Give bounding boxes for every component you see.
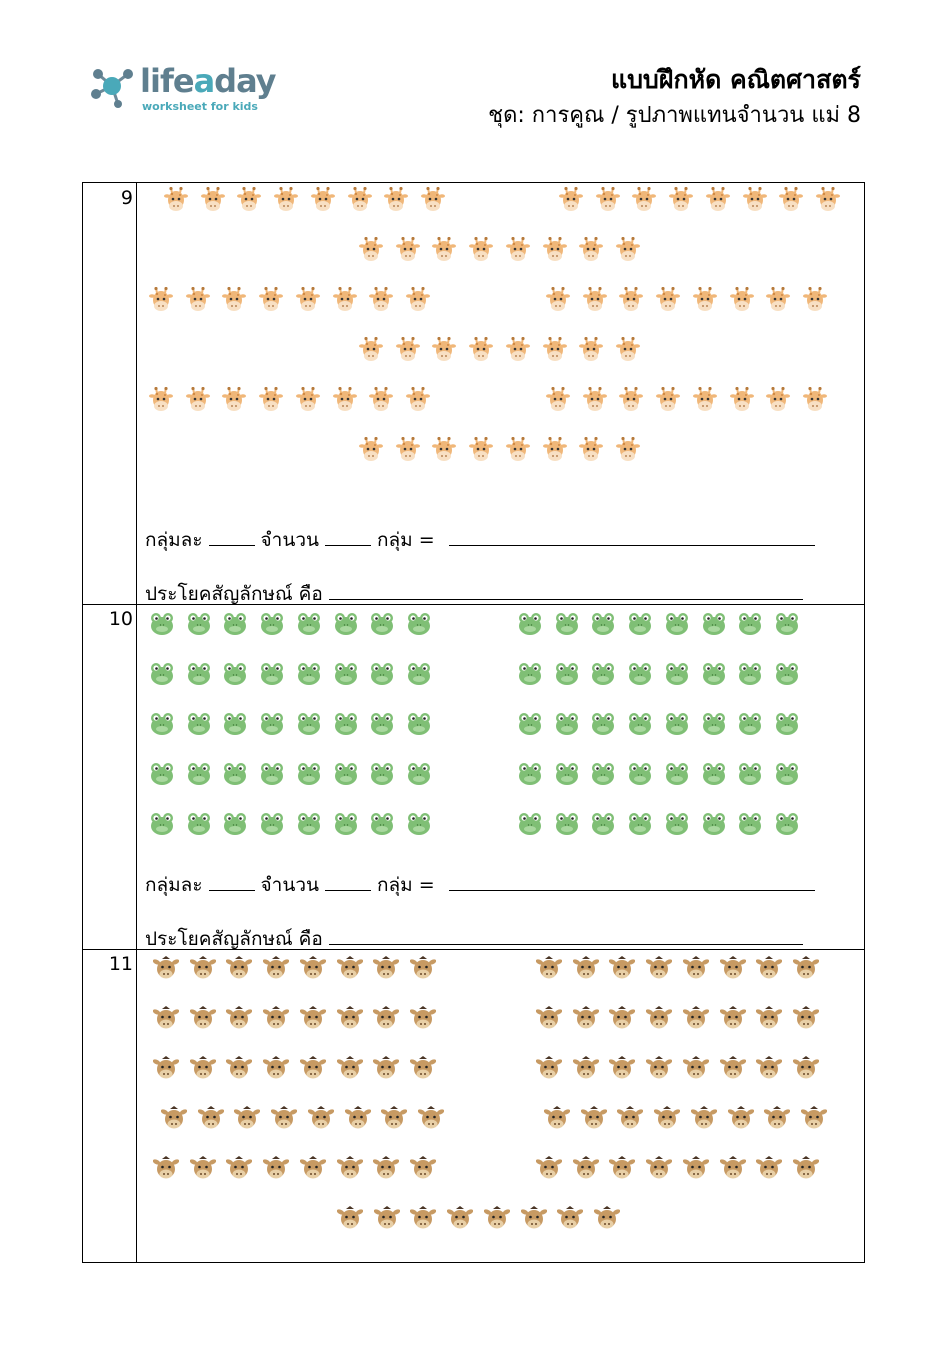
donkey-icon	[573, 1056, 599, 1082]
donkey-icon	[581, 1106, 607, 1132]
donkey-icon	[536, 956, 562, 982]
frog-icon	[259, 811, 285, 837]
per-group-label: กลุ่มละ	[145, 874, 203, 896]
giraffe-icon	[332, 387, 358, 413]
frog-icon	[296, 711, 322, 737]
donkey-icon	[271, 1106, 297, 1132]
donkey-icon	[373, 1056, 399, 1082]
giraffe-icon	[395, 437, 421, 463]
donkey-icon	[683, 956, 709, 982]
donkey-icon	[190, 1056, 216, 1082]
giraffe-icon	[729, 387, 755, 413]
frog-icon	[369, 761, 395, 787]
giraffe-icon	[542, 437, 568, 463]
frog-icon	[186, 611, 212, 637]
donkey-icon	[373, 956, 399, 982]
frog-icon	[222, 611, 248, 637]
frog-icon	[590, 811, 616, 837]
frog-icon	[369, 661, 395, 687]
donkey-icon	[536, 1006, 562, 1032]
giraffe-icon	[468, 337, 494, 363]
frog-icon	[554, 611, 580, 637]
count-label: จำนวน	[260, 529, 319, 551]
giraffe-icon	[185, 287, 211, 313]
frog-icon	[774, 611, 800, 637]
giraffe-icon	[200, 187, 226, 213]
donkey-icon	[720, 1006, 746, 1032]
giraffe-icon	[505, 337, 531, 363]
donkey-icon	[263, 1006, 289, 1032]
donkey-icon	[337, 1006, 363, 1032]
frog-icon	[627, 711, 653, 737]
frog-icon	[664, 761, 690, 787]
frog-icon	[737, 611, 763, 637]
donkey-icon	[756, 1056, 782, 1082]
donkey-icon	[345, 1106, 371, 1132]
donkey-icon	[646, 1006, 672, 1032]
frog-icon	[406, 611, 432, 637]
frog-icon	[186, 811, 212, 837]
frog-icon	[701, 661, 727, 687]
frog-icon	[737, 711, 763, 737]
giraffe-icon	[295, 287, 321, 313]
donkey-icon	[190, 1156, 216, 1182]
donkey-icon	[521, 1206, 547, 1232]
worksheet-table	[82, 182, 865, 1263]
frog-icon	[664, 811, 690, 837]
donkey-icon	[153, 1006, 179, 1032]
giraffe-icon	[468, 437, 494, 463]
giraffe-icon	[368, 287, 394, 313]
answer-line-multiplication	[145, 525, 821, 555]
lifeaday-logo	[88, 60, 288, 116]
donkey-icon	[728, 1106, 754, 1132]
sentence-label: ประโยคสัญลักษณ์ คือ	[145, 928, 323, 950]
frog-icon	[554, 711, 580, 737]
donkey-icon	[410, 1006, 436, 1032]
giraffe-icon	[615, 437, 641, 463]
donkey-icon	[720, 956, 746, 982]
sentence-answer-blank[interactable]	[329, 943, 803, 945]
giraffe-icon	[505, 237, 531, 263]
donkey-icon	[801, 1106, 827, 1132]
giraffe-icon	[258, 387, 284, 413]
frog-icon	[149, 611, 175, 637]
donkey-icon	[373, 1156, 399, 1182]
product-answer-blank[interactable]	[449, 889, 815, 891]
donkey-icon	[300, 1006, 326, 1032]
giraffe-icon	[582, 287, 608, 313]
frog-icon	[222, 661, 248, 687]
giraffe-icon	[578, 237, 604, 263]
giraffe-icon	[778, 187, 804, 213]
logo-tagline: worksheet for kids	[142, 100, 258, 113]
giraffe-icon	[358, 337, 384, 363]
donkey-icon	[447, 1206, 473, 1232]
giraffe-icon	[468, 237, 494, 263]
donkey-icon	[161, 1106, 187, 1132]
donkey-icon	[418, 1106, 444, 1132]
giraffe-icon	[236, 187, 262, 213]
donkey-icon	[536, 1056, 562, 1082]
giraffe-icon	[431, 337, 457, 363]
donkey-icon	[410, 1206, 436, 1232]
frog-icon	[517, 611, 543, 637]
giraffe-icon	[802, 287, 828, 313]
giraffe-icon	[185, 387, 211, 413]
donkey-icon	[544, 1106, 570, 1132]
donkey-icon	[756, 1156, 782, 1182]
giraffe-icon	[295, 387, 321, 413]
donkey-icon	[683, 1156, 709, 1182]
giraffe-icon	[542, 237, 568, 263]
frog-icon	[517, 661, 543, 687]
giraffe-icon	[615, 337, 641, 363]
donkey-icon	[410, 956, 436, 982]
frog-icon	[701, 711, 727, 737]
donkey-icon	[557, 1206, 583, 1232]
logo-wordmark: lifeaday	[140, 62, 276, 100]
frog-icon	[554, 761, 580, 787]
frog-icon	[296, 661, 322, 687]
donkey-icon	[683, 1006, 709, 1032]
giraffe-icon	[358, 437, 384, 463]
frog-icon	[774, 661, 800, 687]
giraffe-icon	[221, 387, 247, 413]
frog-icon	[737, 811, 763, 837]
frog-icon	[296, 811, 322, 837]
donkey-icon	[190, 1006, 216, 1032]
giraffe-icon	[558, 187, 584, 213]
donkey-icon	[410, 1056, 436, 1082]
donkey-icon	[337, 956, 363, 982]
answer-line-multiplication	[145, 870, 821, 900]
frog-icon	[149, 811, 175, 837]
giraffe-icon	[655, 287, 681, 313]
donkey-icon	[300, 1056, 326, 1082]
giraffe-icon	[542, 337, 568, 363]
giraffe-icon	[692, 387, 718, 413]
giraffe-icon	[578, 337, 604, 363]
frog-icon	[406, 711, 432, 737]
donkey-icon	[234, 1106, 260, 1132]
sentence-answer-blank[interactable]	[329, 598, 803, 600]
product-answer-blank[interactable]	[449, 544, 815, 546]
giraffe-icon	[618, 387, 644, 413]
giraffe-icon	[505, 437, 531, 463]
giraffe-icon	[148, 387, 174, 413]
frog-icon	[333, 711, 359, 737]
worksheet-subtitle: ชุด: การคูณ / รูปภาพแทนจำนวน แม่ 8	[488, 103, 861, 128]
donkey-icon	[646, 956, 672, 982]
donkey-icon	[646, 1056, 672, 1082]
frog-icon	[149, 761, 175, 787]
answer-line-sentence	[145, 924, 809, 954]
donkey-icon	[263, 956, 289, 982]
frog-icon	[259, 661, 285, 687]
groups-label: กลุ่ม =	[376, 874, 435, 896]
frog-icon	[774, 711, 800, 737]
frog-icon	[259, 711, 285, 737]
donkey-icon	[793, 1056, 819, 1082]
donkey-icon	[646, 1156, 672, 1182]
frog-icon	[517, 711, 543, 737]
frog-icon	[627, 761, 653, 787]
giraffe-icon	[273, 187, 299, 213]
donkey-icon	[484, 1206, 510, 1232]
frog-icon	[517, 761, 543, 787]
donkey-icon	[793, 1006, 819, 1032]
group-count-blank[interactable]	[325, 889, 371, 891]
giraffe-icon	[765, 287, 791, 313]
frog-icon	[774, 811, 800, 837]
giraffe-icon	[405, 287, 431, 313]
frog-icon	[333, 661, 359, 687]
frog-icon	[590, 761, 616, 787]
question-number: 11	[108, 953, 133, 975]
donkey-icon	[720, 1156, 746, 1182]
donkey-icon	[756, 1006, 782, 1032]
giraffe-icon	[545, 287, 571, 313]
donkey-icon	[263, 1156, 289, 1182]
frog-icon	[222, 711, 248, 737]
frog-icon	[186, 711, 212, 737]
donkey-icon	[609, 1056, 635, 1082]
frog-icon	[554, 811, 580, 837]
donkey-icon	[226, 1006, 252, 1032]
frog-icon	[222, 761, 248, 787]
question-number: 9	[120, 187, 133, 209]
frog-icon	[737, 661, 763, 687]
giraffe-icon	[332, 287, 358, 313]
frog-icon	[664, 611, 690, 637]
frog-icon	[149, 661, 175, 687]
donkey-icon	[573, 1006, 599, 1032]
donkey-icon	[153, 956, 179, 982]
giraffe-icon	[618, 287, 644, 313]
giraffe-icon	[578, 437, 604, 463]
frog-icon	[259, 761, 285, 787]
answer-line-sentence	[145, 579, 809, 609]
frog-icon	[590, 661, 616, 687]
groups-label: กลุ่ม =	[376, 529, 435, 551]
giraffe-icon	[582, 387, 608, 413]
frog-icon	[369, 811, 395, 837]
per-group-blank[interactable]	[209, 544, 255, 546]
group-count-blank[interactable]	[325, 544, 371, 546]
frog-icon	[406, 761, 432, 787]
donkey-icon	[374, 1206, 400, 1232]
frog-icon	[737, 761, 763, 787]
donkey-icon	[337, 1156, 363, 1182]
donkey-icon	[153, 1056, 179, 1082]
giraffe-icon	[431, 237, 457, 263]
per-group-blank[interactable]	[209, 889, 255, 891]
donkey-icon	[609, 956, 635, 982]
frog-icon	[627, 661, 653, 687]
frog-icon	[701, 811, 727, 837]
frog-icon	[222, 811, 248, 837]
giraffe-icon	[163, 187, 189, 213]
frog-icon	[664, 661, 690, 687]
donkey-icon	[654, 1106, 680, 1132]
frog-icon	[186, 661, 212, 687]
donkey-icon	[226, 1056, 252, 1082]
frog-icon	[774, 761, 800, 787]
giraffe-icon	[705, 187, 731, 213]
donkey-icon	[263, 1056, 289, 1082]
giraffe-icon	[258, 287, 284, 313]
frog-icon	[369, 611, 395, 637]
donkey-icon	[226, 956, 252, 982]
donkey-icon	[573, 956, 599, 982]
giraffe-icon	[545, 387, 571, 413]
giraffe-icon	[631, 187, 657, 213]
question-number: 10	[108, 608, 133, 630]
donkey-icon	[337, 1206, 363, 1232]
number-column-divider	[136, 183, 137, 1262]
donkey-icon	[190, 956, 216, 982]
giraffe-icon	[395, 337, 421, 363]
giraffe-icon	[655, 387, 681, 413]
giraffe-icon	[765, 387, 791, 413]
frog-icon	[701, 611, 727, 637]
giraffe-icon	[802, 387, 828, 413]
giraffe-icon	[148, 287, 174, 313]
giraffe-icon	[395, 237, 421, 263]
giraffe-icon	[815, 187, 841, 213]
giraffe-icon	[405, 387, 431, 413]
frog-icon	[369, 711, 395, 737]
donkey-icon	[373, 1006, 399, 1032]
giraffe-icon	[221, 287, 247, 313]
frog-icon	[627, 611, 653, 637]
donkey-icon	[609, 1156, 635, 1182]
frog-icon	[333, 761, 359, 787]
per-group-label: กลุ่มละ	[145, 529, 203, 551]
frog-icon	[406, 811, 432, 837]
worksheet-title: แบบฝึกหัด คณิตศาสตร์	[610, 65, 861, 94]
donkey-icon	[410, 1156, 436, 1182]
giraffe-icon	[420, 187, 446, 213]
donkey-icon	[153, 1156, 179, 1182]
donkey-icon	[308, 1106, 334, 1132]
donkey-icon	[683, 1056, 709, 1082]
donkey-icon	[764, 1106, 790, 1132]
donkey-icon	[691, 1106, 717, 1132]
sentence-label: ประโยคสัญลักษณ์ คือ	[145, 583, 323, 605]
frog-icon	[259, 611, 285, 637]
count-label: จำนวน	[260, 874, 319, 896]
giraffe-icon	[347, 187, 373, 213]
frog-icon	[149, 711, 175, 737]
frog-icon	[590, 711, 616, 737]
frog-icon	[406, 661, 432, 687]
giraffe-icon	[729, 287, 755, 313]
donkey-icon	[609, 1006, 635, 1032]
frog-icon	[554, 661, 580, 687]
giraffe-icon	[668, 187, 694, 213]
frog-icon	[517, 811, 543, 837]
giraffe-icon	[358, 237, 384, 263]
donkey-icon	[793, 956, 819, 982]
frog-icon	[296, 611, 322, 637]
donkey-icon	[617, 1106, 643, 1132]
frog-icon	[186, 761, 212, 787]
donkey-icon	[381, 1106, 407, 1132]
donkey-icon	[226, 1156, 252, 1182]
giraffe-icon	[615, 237, 641, 263]
donkey-icon	[337, 1056, 363, 1082]
frog-icon	[333, 611, 359, 637]
frog-icon	[627, 811, 653, 837]
giraffe-icon	[310, 187, 336, 213]
donkey-icon	[573, 1156, 599, 1182]
giraffe-icon	[368, 387, 394, 413]
donkey-icon	[300, 956, 326, 982]
frog-icon	[333, 811, 359, 837]
donkey-icon	[594, 1206, 620, 1232]
frog-icon	[296, 761, 322, 787]
giraffe-icon	[692, 287, 718, 313]
giraffe-icon	[595, 187, 621, 213]
frog-icon	[590, 611, 616, 637]
donkey-icon	[536, 1156, 562, 1182]
giraffe-icon	[431, 437, 457, 463]
donkey-icon	[300, 1156, 326, 1182]
giraffe-icon	[383, 187, 409, 213]
giraffe-icon	[742, 187, 768, 213]
donkey-icon	[793, 1156, 819, 1182]
donkey-icon	[720, 1056, 746, 1082]
donkey-icon	[198, 1106, 224, 1132]
donkey-icon	[756, 956, 782, 982]
molecule-logo-icon	[88, 62, 136, 110]
frog-icon	[664, 711, 690, 737]
frog-icon	[701, 761, 727, 787]
